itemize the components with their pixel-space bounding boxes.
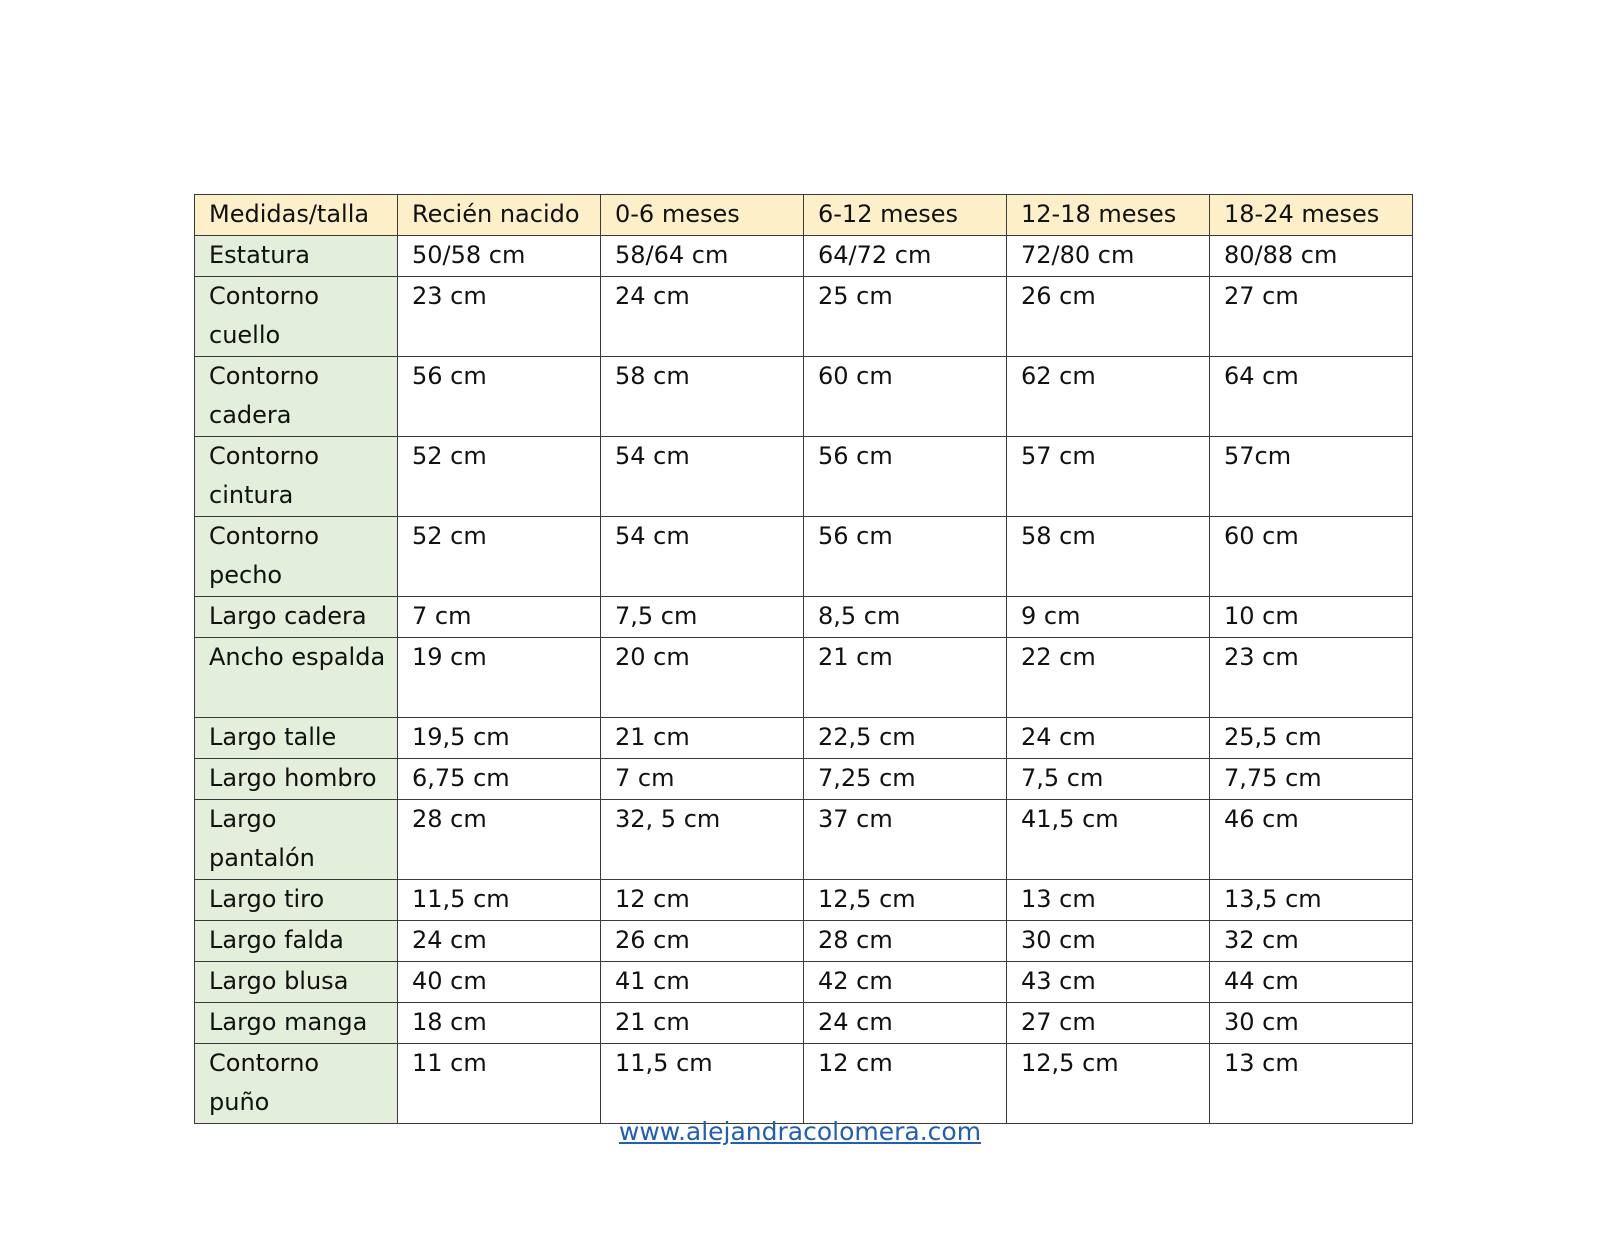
table-header: [195, 195, 1413, 236]
table-cell: 52 cm: [398, 517, 601, 597]
table-cell: 12,5 cm: [804, 880, 1007, 921]
table-cell: 27 cm: [1007, 1003, 1210, 1044]
table-cell: 7 cm: [601, 759, 804, 800]
table-row: [195, 718, 1413, 759]
header-cell-6-12: 6-12 meses: [804, 195, 1007, 236]
table-cell: 54 cm: [601, 437, 804, 517]
table-cell: 24 cm: [804, 1003, 1007, 1044]
table-cell: 44 cm: [1210, 962, 1413, 1003]
row-label: Estatura: [195, 236, 398, 277]
table-cell: 24 cm: [398, 921, 601, 962]
row-label: Contorno pecho: [195, 517, 398, 597]
table-cell: 30 cm: [1210, 1003, 1413, 1044]
table-cell: 9 cm: [1007, 597, 1210, 638]
table-cell: 64/72 cm: [804, 236, 1007, 277]
table-row: [195, 236, 1413, 277]
size-chart-table: [194, 194, 1413, 1124]
table-cell: 56 cm: [804, 517, 1007, 597]
table-row: [195, 921, 1413, 962]
header-cell-measure: Medidas/talla: [195, 195, 398, 236]
row-label: Largo manga: [195, 1003, 398, 1044]
header-cell-12-18: 12-18 meses: [1007, 195, 1210, 236]
table-cell: 7 cm: [398, 597, 601, 638]
table-cell: 11 cm: [398, 1044, 601, 1124]
header-row: [195, 195, 1413, 236]
table-cell: 12,5 cm: [1007, 1044, 1210, 1124]
table-cell: 28 cm: [398, 800, 601, 880]
header-cell-newborn: Recién nacido: [398, 195, 601, 236]
table-cell: 25 cm: [804, 277, 1007, 357]
table-cell: 7,75 cm: [1210, 759, 1413, 800]
table-cell: 41,5 cm: [1007, 800, 1210, 880]
table-row: [195, 962, 1413, 1003]
table-cell: 7,25 cm: [804, 759, 1007, 800]
table-cell: 27 cm: [1210, 277, 1413, 357]
table-row: [195, 277, 1413, 357]
table-cell: 43 cm: [1007, 962, 1210, 1003]
table-cell: 21 cm: [601, 1003, 804, 1044]
table-cell: 64 cm: [1210, 357, 1413, 437]
table-row: [195, 437, 1413, 517]
footer: [0, 1117, 1600, 1146]
table-row: [195, 1003, 1413, 1044]
table-cell: 72/80 cm: [1007, 236, 1210, 277]
table-row: [195, 638, 1413, 718]
row-label: Largo pantalón: [195, 800, 398, 880]
table-cell: 58/64 cm: [601, 236, 804, 277]
row-label: Largo falda: [195, 921, 398, 962]
table-cell: 21 cm: [804, 638, 1007, 718]
table-cell: 25,5 cm: [1210, 718, 1413, 759]
table-cell: 30 cm: [1007, 921, 1210, 962]
header-cell-0-6: 0-6 meses: [601, 195, 804, 236]
table-cell: 26 cm: [1007, 277, 1210, 357]
row-label: Contorno cadera: [195, 357, 398, 437]
row-label: Contorno puño: [195, 1044, 398, 1124]
table-cell: 11,5 cm: [398, 880, 601, 921]
row-label: Largo talle: [195, 718, 398, 759]
table-cell: 57 cm: [1007, 437, 1210, 517]
table-cell: 60 cm: [1210, 517, 1413, 597]
table-cell: 46 cm: [1210, 800, 1413, 880]
table-cell: 8,5 cm: [804, 597, 1007, 638]
table-cell: 11,5 cm: [601, 1044, 804, 1124]
table-cell: 18 cm: [398, 1003, 601, 1044]
table-cell: 13,5 cm: [1210, 880, 1413, 921]
table-cell: 80/88 cm: [1210, 236, 1413, 277]
table-cell: 24 cm: [1007, 718, 1210, 759]
table-cell: 62 cm: [1007, 357, 1210, 437]
table-cell: 50/58 cm: [398, 236, 601, 277]
row-label: Largo tiro: [195, 880, 398, 921]
row-label: Ancho espalda: [195, 638, 398, 718]
table-body: [195, 236, 1413, 1124]
table-cell: 19 cm: [398, 638, 601, 718]
table-cell: 7,5 cm: [601, 597, 804, 638]
table-cell: 7,5 cm: [1007, 759, 1210, 800]
table-cell: 40 cm: [398, 962, 601, 1003]
table-cell: 58 cm: [1007, 517, 1210, 597]
table-cell: 57cm: [1210, 437, 1413, 517]
table-cell: 41 cm: [601, 962, 804, 1003]
table-row: [195, 759, 1413, 800]
table-cell: 21 cm: [601, 718, 804, 759]
table-cell: 37 cm: [804, 800, 1007, 880]
row-label: Contorno cuello: [195, 277, 398, 357]
table-cell: 32, 5 cm: [601, 800, 804, 880]
row-label: Largo blusa: [195, 962, 398, 1003]
table-cell: 22,5 cm: [804, 718, 1007, 759]
table-cell: 6,75 cm: [398, 759, 601, 800]
row-label: Largo hombro: [195, 759, 398, 800]
table-cell: 13 cm: [1007, 880, 1210, 921]
table-cell: 54 cm: [601, 517, 804, 597]
table-cell: 22 cm: [1007, 638, 1210, 718]
table-cell: 56 cm: [398, 357, 601, 437]
table-cell: 19,5 cm: [398, 718, 601, 759]
row-label: Contorno cintura: [195, 437, 398, 517]
table-row: [195, 800, 1413, 880]
table-cell: 10 cm: [1210, 597, 1413, 638]
table-cell: 42 cm: [804, 962, 1007, 1003]
header-cell-18-24: 18-24 meses: [1210, 195, 1413, 236]
table-cell: 32 cm: [1210, 921, 1413, 962]
table-cell: 26 cm: [601, 921, 804, 962]
table-row: [195, 880, 1413, 921]
website-link[interactable]: www.alejandracolomera.com: [618, 1117, 982, 1146]
table-cell: 58 cm: [601, 357, 804, 437]
table-cell: 12 cm: [804, 1044, 1007, 1124]
row-label: Largo cadera: [195, 597, 398, 638]
table-cell: 24 cm: [601, 277, 804, 357]
table-cell: 23 cm: [398, 277, 601, 357]
table-cell: 52 cm: [398, 437, 601, 517]
table-cell: 56 cm: [804, 437, 1007, 517]
table-cell: 12 cm: [601, 880, 804, 921]
table-cell: 23 cm: [1210, 638, 1413, 718]
table-cell: 13 cm: [1210, 1044, 1413, 1124]
table-row: [195, 1044, 1413, 1124]
table-row: [195, 597, 1413, 638]
table-row: [195, 517, 1413, 597]
table-row: [195, 357, 1413, 437]
table-cell: 20 cm: [601, 638, 804, 718]
table-cell: 60 cm: [804, 357, 1007, 437]
table-cell: 28 cm: [804, 921, 1007, 962]
